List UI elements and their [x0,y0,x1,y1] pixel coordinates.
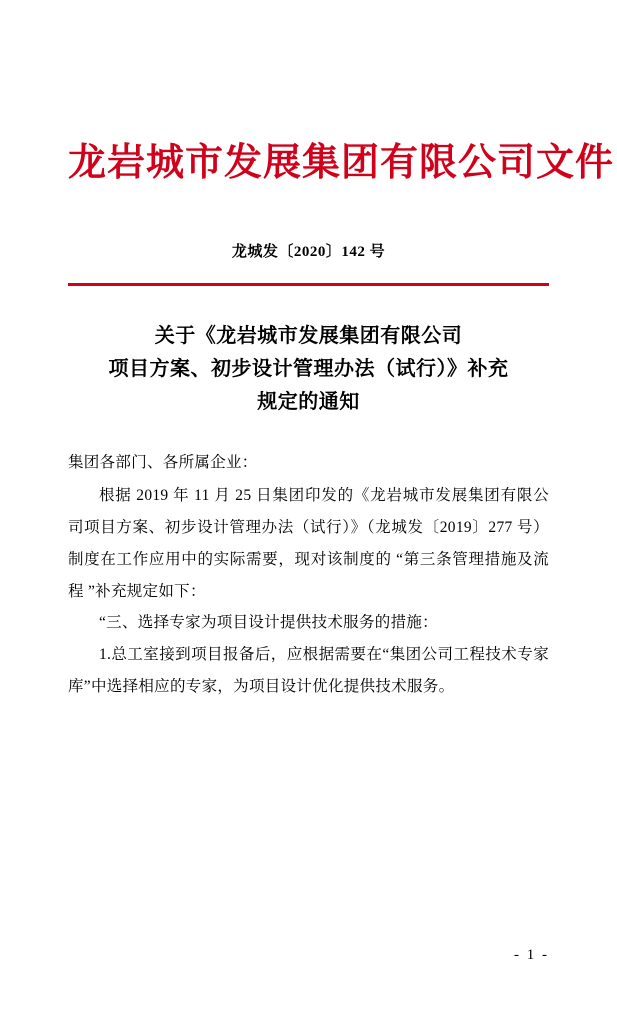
subject-line-2: 项目方案、初步设计管理办法（试行）》补充 [108,357,509,380]
salutation: 集团各部门、各所属企业： [68,453,258,471]
red-divider-rule [68,283,549,286]
document-page [0,140,617,1016]
subject-line-3: 规定的通知 [257,390,360,413]
subject-line-1: 关于《龙岩城市发展集团有限公司 [154,324,463,347]
document-number: 龙城发〔2020〕142 号 [231,243,386,260]
document-subject [68,320,549,419]
body-paragraph-3: 1.总工室接到项目报备后，应根据需要在“集团公司工程技术专家库”中选择相应的专家，为项目设计优化提供技术服务。 [68,646,549,695]
page-number: - 1 - [514,947,549,963]
document-title: 龙岩城市发展集团有限公司文件 [68,142,615,184]
body-paragraph-1: 根据 2019 年 11 月 25 日集团印发的《龙岩城市发展集团有限公司项目方案、初步设计管理办法（试行）》（龙城发〔2019〕277 号）制度在工作应用中的实际需要，现对该制度的 “第三条管理措施及流程 ”补充规定如下： [68,487,549,600]
body-paragraph-2: “三、选择专家为项目设计提供技术服务的措施： [99,614,438,632]
document-body [68,447,549,703]
